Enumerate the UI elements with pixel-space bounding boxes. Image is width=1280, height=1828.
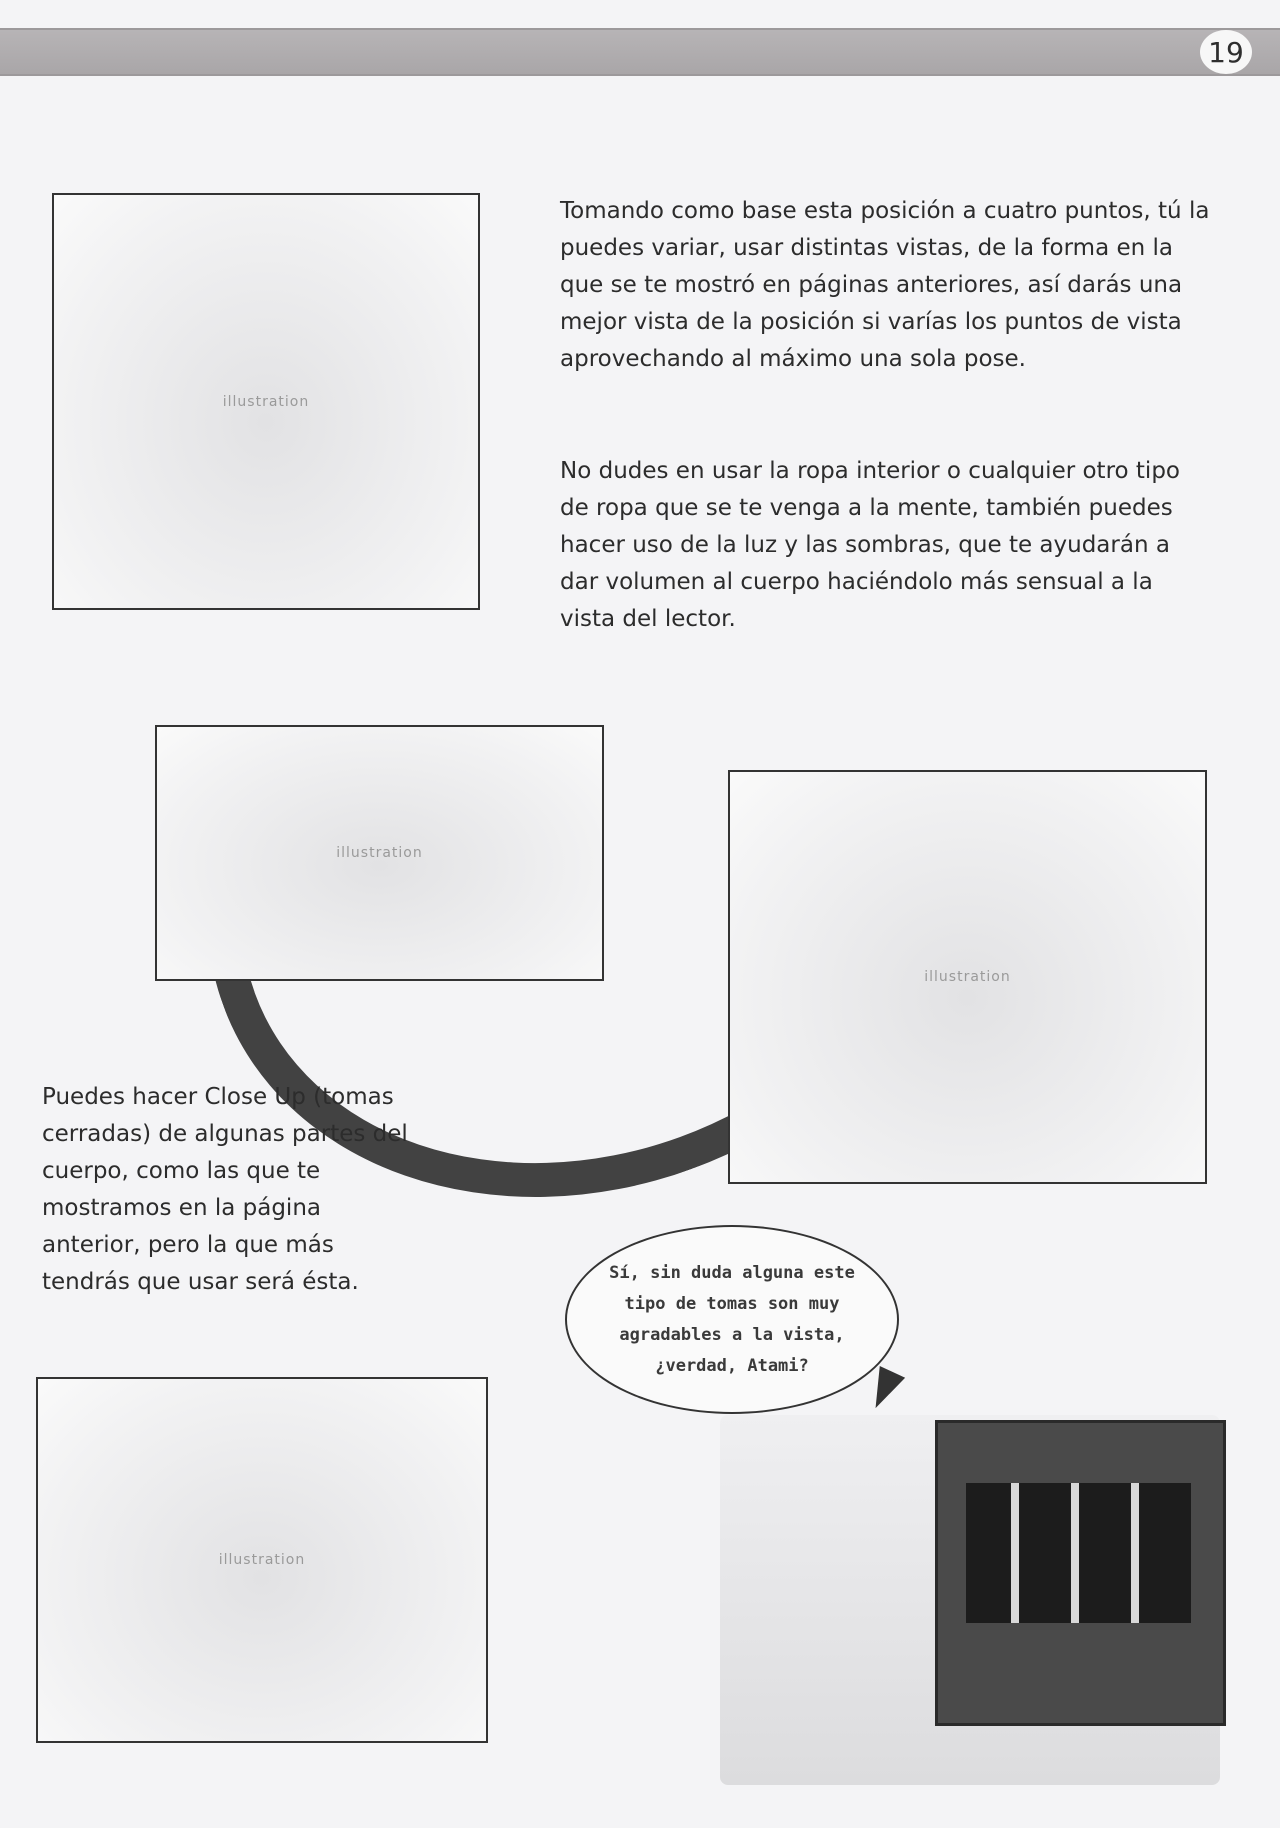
speech-bubble [565, 1225, 899, 1414]
header-band [0, 28, 1280, 76]
page-number: 19 [1200, 30, 1252, 74]
cabinet-bar [1131, 1483, 1139, 1623]
cabinet-bar [1071, 1483, 1079, 1623]
clothing-paragraph: No dudes en usar la ropa interior o cualquier otro tipo de ropa que se te venga a la mente, también puedes hacer uso de la luz y las sombras, que te ayudarán a dar volumen al cuerpo haciéndolo más sensual a la vista del lector. [560, 458, 1180, 632]
panel-placeholder: illustration [924, 969, 1011, 985]
cabinet-window [966, 1483, 1191, 1623]
closeup-paragraph: Puedes hacer Close Up (tomas cerradas) de algunas partes del cuerpo, como las que te mostramos en la página anterior, pero la que más tendrás que usar será ésta. [42, 1084, 408, 1295]
speech-bubble-text: Sí, sin duda alguna este tipo de tomas son muy agradables a la vista, ¿verdad, Atami? [609, 1262, 855, 1376]
cabinet-bar [1011, 1483, 1019, 1623]
illustration-panel-3 [728, 770, 1207, 1184]
panel-placeholder: illustration [222, 393, 310, 410]
cabinet-illustration [935, 1420, 1226, 1726]
illustration-panel-2 [155, 725, 604, 981]
panel-placeholder: illustration [336, 845, 423, 861]
illustration-panel-1 [52, 193, 480, 610]
intro-paragraph: Tomando como base esta posición a cuatro puntos, tú la puedes variar, usar distintas vistas, de la forma en la que se te mostró en páginas anteriores, así darás una mejor vista de la posición si varías los puntos de vista aprovechando al máximo una sola pose. [560, 198, 1210, 372]
illustration-panel-4 [36, 1377, 488, 1743]
panel-placeholder: illustration [218, 1552, 306, 1568]
